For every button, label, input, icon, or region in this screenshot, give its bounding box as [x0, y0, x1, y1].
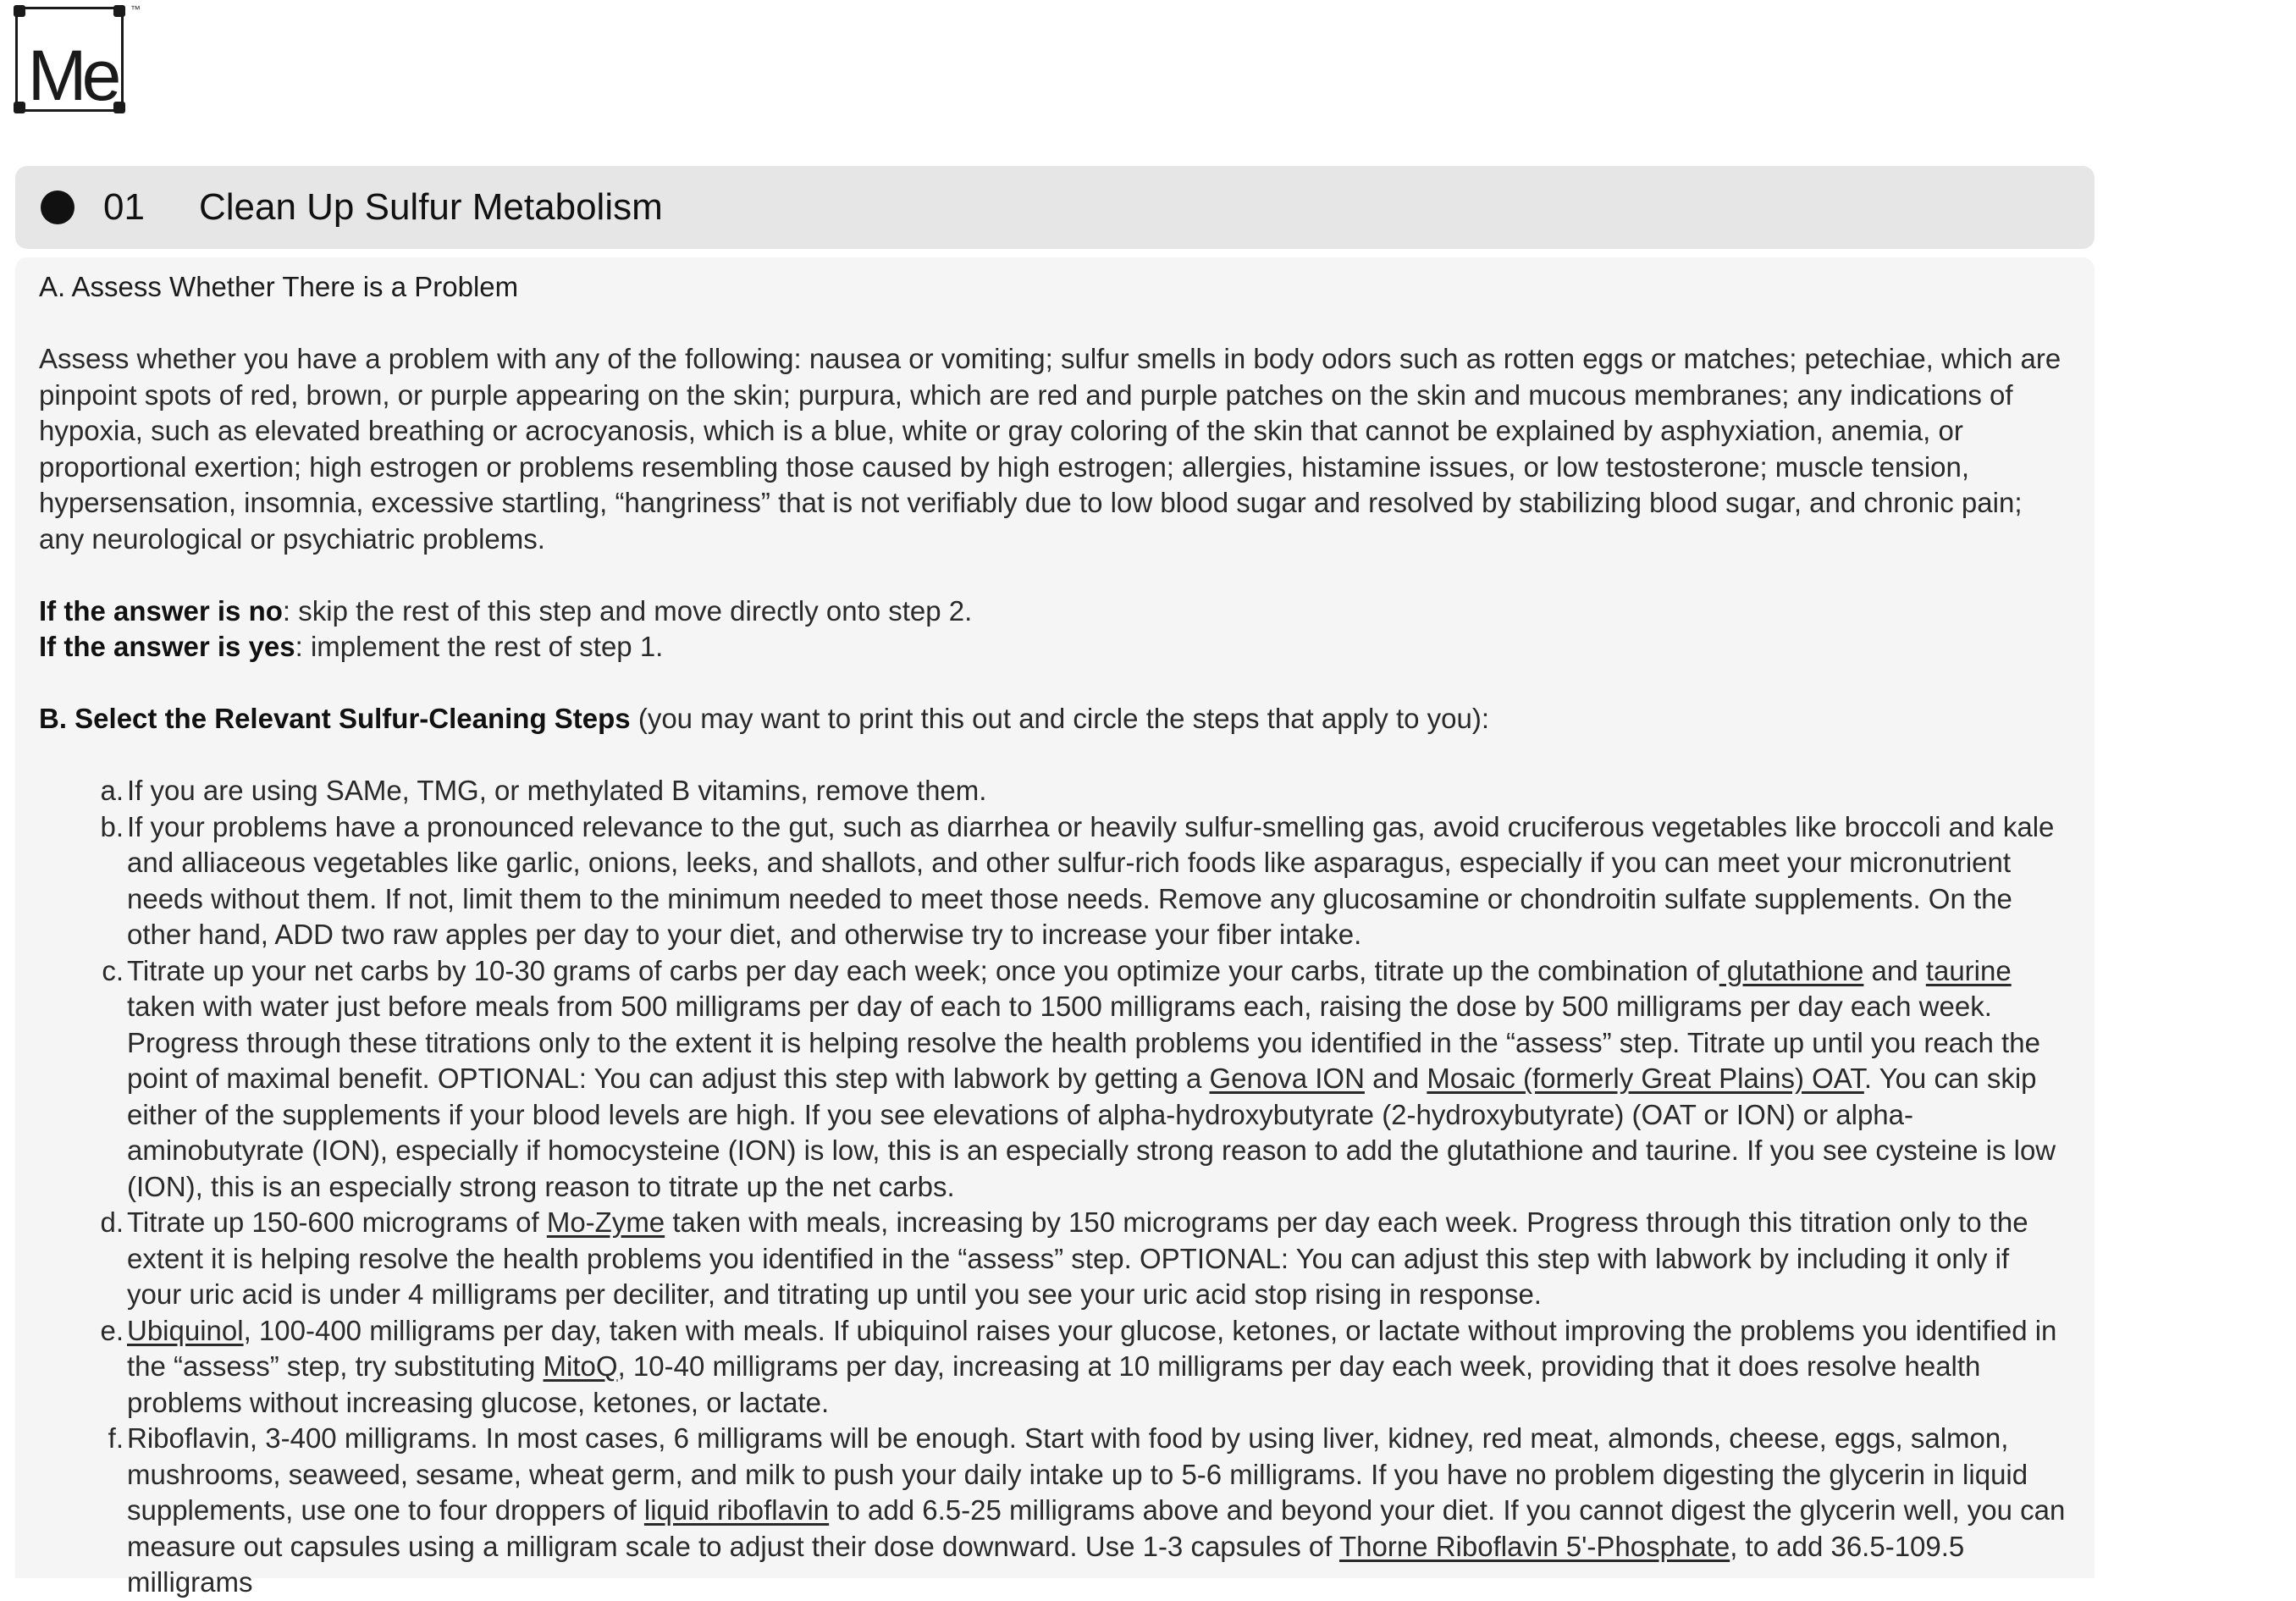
logo-frame	[15, 7, 124, 115]
select-heading: B. Select the Relevant Sulfur-Cleaning Steps	[39, 703, 631, 734]
mo-zyme-link[interactable]: Mo-Zyme	[546, 1206, 665, 1238]
logo-corner	[14, 5, 25, 17]
list-item	[100, 773, 2071, 809]
list-item	[102, 953, 2071, 1206]
select-note: (you may want to print this out and circle the steps that apply to you):	[630, 703, 1490, 734]
bullet-dot-icon	[41, 190, 75, 224]
assess-heading: A. Assess Whether There is a Problem	[39, 271, 519, 302]
step-a-text: If you are using SAMe, TMG, or methylated B vitamins, remove them.	[127, 775, 987, 806]
me-logo[interactable]	[15, 3, 141, 115]
logo-corner	[113, 5, 125, 17]
section-header[interactable]	[15, 166, 2095, 249]
step-e-text-1: , 100-400 milligrams per day, taken with meals. If ubiquinol raises your glucose, ketones, or lactate without improving the problems you identified in the “assess” step, try substituting	[127, 1314, 2057, 1382]
liquid-riboflavin-link[interactable]: liquid riboflavin	[643, 1494, 830, 1526]
mitoq-link[interactable]: MitoQ	[543, 1350, 618, 1382]
logo-text: Me	[27, 36, 117, 115]
step-f-text-2: to add 6.5-25 milligrams above and beyond your diet. If you cannot digest the glycerin well, you can measure out capsules using a milligram scale to adjust their dose downward. Use 1-3 capsules of	[127, 1494, 2066, 1562]
list-item	[100, 809, 2071, 953]
step-number: 01	[103, 186, 145, 228]
sulfur-steps-list	[39, 773, 2071, 1601]
trademark-symbol: ™	[130, 3, 141, 15]
answer-yes	[39, 629, 2071, 665]
list-marker: f.	[108, 1422, 124, 1454]
list-marker: d.	[100, 1206, 124, 1238]
step-f-text-3: , to add 36.5-109.5 milligrams	[127, 1530, 1965, 1598]
answer-no	[39, 593, 2071, 630]
assess-body: Assess whether you have a problem with any of the following: nausea or vomiting; sulfur smells in body odors such as rotten eggs or matches; petechiae, which are pinpoint spots of red, brown, or purple appearing on the skin; purpura, which are red and purple patches on the skin and mucous membranes; any indications of hypoxia, such as elevated breathing or acrocyanosis, which is a blue, white or gray coloring of the skin that cannot be explained by asphyxiation, anemia, or proportional exertion; high estrogen or problems resembling those caused by high estrogen; allergies, histamine issues, or low testosterone; muscle tension, hypersensation, insomnia, excessive startling, “hangriness” that is not verifiably due to low blood sugar and resolved by stabilizing blood sugar, and chronic pain; any neurological or psychiatric problems.	[39, 343, 2061, 555]
list-item	[100, 1313, 2071, 1422]
step-e-text-2: , 10-40 milligrams per day, increasing at 10 milligrams per day each week, providing that it does resolve health problems without increasing glucose, ketones, or lactate.	[127, 1350, 1981, 1418]
step-content	[15, 257, 2095, 1598]
genova-ion-link[interactable]: Genova ION	[1209, 1063, 1365, 1094]
select-heading-line	[39, 701, 2071, 737]
step-c-text-4: and	[1364, 1063, 1427, 1094]
step-c-text-1: Titrate up your net carbs by 10-30 grams of carbs per day each week; once you optimize your carbs, titrate up the combination of	[127, 954, 1719, 986]
step-d-text-2: taken with meals, increasing by 150 micrograms per day each week. Progress through this titration only to the extent it is helping resolve the health problems you identified in the “assess” step. OPTIONAL: You can adjust this step with labwork by including it only if your uric acid is under 4 milligrams per deciliter, and titrating up until you see your uric acid stop rising in response.	[127, 1206, 2028, 1310]
glutathione-link[interactable]: glutathione	[1719, 954, 1864, 986]
list-marker: b.	[100, 810, 124, 842]
ubiquinol-link[interactable]: Ubiquinol	[127, 1314, 244, 1346]
step-c-text-2: and	[1863, 954, 1926, 986]
answer-no-label: If the answer is no	[39, 594, 283, 627]
list-marker: e.	[100, 1314, 124, 1346]
mosaic-oat-link[interactable]: Mosaic (formerly Great Plains) OAT	[1427, 1063, 1864, 1094]
list-marker: a.	[100, 775, 124, 806]
step-title: Clean Up Sulfur Metabolism	[198, 186, 663, 228]
step-f-text-1: Riboflavin, 3-400 milligrams. In most cases, 6 milligrams will be enough. Start with food by using liver, kidney, red meat, almonds, cheese, eggs, salmon, mushrooms, seaweed, sesame, wheat germ, and milk to push your daily intake up to 5-6 milligrams. If you have no problem digesting the glycerin in liquid supplements, use one to four droppers of	[127, 1422, 2028, 1526]
answer-no-text: : skip the rest of this step and move directly onto step 2.	[282, 594, 973, 627]
list-item	[100, 1205, 2071, 1313]
thorne-riboflavin-link[interactable]: Thorne Riboflavin 5'-Phosphate	[1338, 1530, 1730, 1562]
list-marker: c.	[102, 954, 124, 986]
step-c-text-3: taken with water just before meals from 500 milligrams per day of each to 1500 milligrams each, raising the dose by 500 milligrams per day each week. Progress through these titrations only to the extent it is helping resolve the health problems you identified in the “assess” step. Titrate up until you reach the point of maximal benefit. OPTIONAL: You can adjust this step with labwork by getting a	[127, 991, 2040, 1094]
step-c-text-5: . You can skip either of the supplements if your blood levels are high. If you see elevations of alpha-hydroxybutyrate (2-hydroxybutyrate) (OAT or ION) or alpha-aminobutyrate (ION), especially if homocysteine (ION) is low, this is an especially strong reason to add the glutathione and taurine. If you see cysteine is low (ION), this is an especially strong reason to titrate up the net carbs.	[127, 1063, 2056, 1202]
list-item	[108, 1421, 2071, 1601]
step-b-text: If your problems have a pronounced relevance to the gut, such as diarrhea or heavily sulfur-smelling gas, avoid cruciferous vegetables like broccoli and kale and alliaceous vegetables like garlic, onions, leeks, and shallots, and other sulfur-rich foods like asparagus, especially if you can meet your micronutrient needs without them. If not, limit them to the minimum needed to meet those needs. Remove any glucosamine or chondroitin sulfate supplements. On the other hand, ADD two raw apples per day to your diet, and otherwise try to increase your fiber intake.	[127, 810, 2055, 950]
answer-yes-text: : implement the rest of step 1.	[295, 631, 664, 662]
answer-yes-label: If the answer is yes	[39, 631, 295, 662]
taurine-link[interactable]: taurine	[1925, 954, 2012, 986]
step-d-text-1: Titrate up 150-600 micrograms of	[127, 1206, 547, 1238]
